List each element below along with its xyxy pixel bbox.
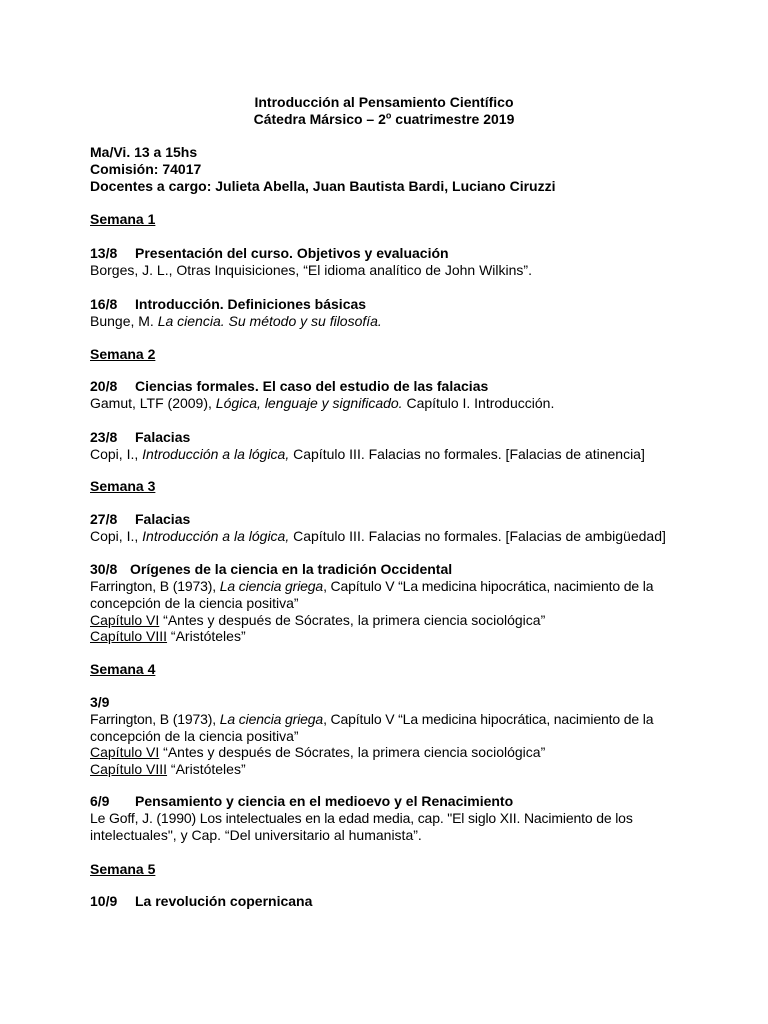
class-reference-cont: concepción de la ciencia positiva”: [90, 595, 299, 611]
class-reference-cont: intelectuales", y Cap. “Del universitario al humanista”.: [90, 827, 422, 843]
schedule: Ma/Vi. 13 a 15hs: [90, 144, 198, 160]
class-reference-chapter: Capítulo VIII “Aristóteles”: [90, 761, 246, 777]
class-heading: 30/8 Orígenes de la ciencia en la tradición Occidental: [90, 561, 453, 577]
week-heading: Semana 2: [90, 346, 156, 362]
class-reference-cont: concepción de la ciencia positiva”: [90, 728, 299, 744]
class-reference: Copi, I., Introducción a la lógica, Capítulo III. Falacias no formales. [Falacias de atinencia]: [90, 446, 645, 462]
class-heading: 10/9 La revolución copernicana: [90, 893, 313, 909]
class-reference-chapter: Capítulo VI “Antes y después de Sócrates, la primera ciencia sociológica”: [90, 612, 546, 628]
week-heading: Semana 4: [90, 661, 156, 677]
document-title: Introducción al Pensamiento Científico: [254, 94, 514, 110]
class-reference: Le Goff, J. (1990) Los intelectuales en la edad media, cap. "El siglo XII. Nacimiento de los: [90, 810, 633, 826]
class-heading: 13/8 Presentación del curso. Objetivos y evaluación: [90, 245, 449, 261]
class-heading: 27/8 Falacias: [90, 511, 191, 527]
class-reference: Farrington, B (1973), La ciencia griega, Capítulo V “La medicina hipocrática, nacimiento de la: [90, 578, 654, 594]
class-heading: 16/8 Introducción. Definiciones básicas: [90, 296, 367, 312]
class-reference: Gamut, LTF (2009), Lógica, lenguaje y significado. Capítulo I. Introducción.: [90, 395, 555, 411]
class-reference-chapter: Capítulo VIII “Aristóteles”: [90, 628, 246, 644]
class-reference: Copi, I., Introducción a la lógica, Capítulo III. Falacias no formales. [Falacias de ambigüedad]: [90, 528, 666, 544]
class-reference-chapter: Capítulo VI “Antes y después de Sócrates, la primera ciencia sociológica”: [90, 744, 546, 760]
commission: Comisión: 74017: [90, 161, 202, 177]
week-heading: Semana 3: [90, 478, 156, 494]
class-reference: Bunge, M. La ciencia. Su método y su filosofía.: [90, 313, 382, 329]
week-heading: Semana 5: [90, 861, 156, 877]
class-heading: 6/9 Pensamiento y ciencia en el medioevo y el Renacimiento: [90, 793, 514, 809]
week-heading: Semana 1: [90, 211, 156, 227]
class-reference: Farrington, B (1973), La ciencia griega, Capítulo V “La medicina hipocrática, nacimiento de la: [90, 711, 654, 727]
class-heading: 20/8 Ciencias formales. El caso del estudio de las falacias: [90, 378, 489, 394]
class-reference: Borges, J. L., Otras Inquisiciones, “El idioma analítico de John Wilkins”.: [90, 262, 532, 278]
document-subtitle: Cátedra Mársico – 2$^o$ cuatrimestre 2019: [253, 110, 515, 127]
teachers: Docentes a cargo: Julieta Abella, Juan Bautista Bardi, Luciano Ciruzzi: [90, 178, 556, 194]
class-heading: 3/9: [90, 694, 110, 710]
class-heading: 23/8 Falacias: [90, 429, 191, 445]
